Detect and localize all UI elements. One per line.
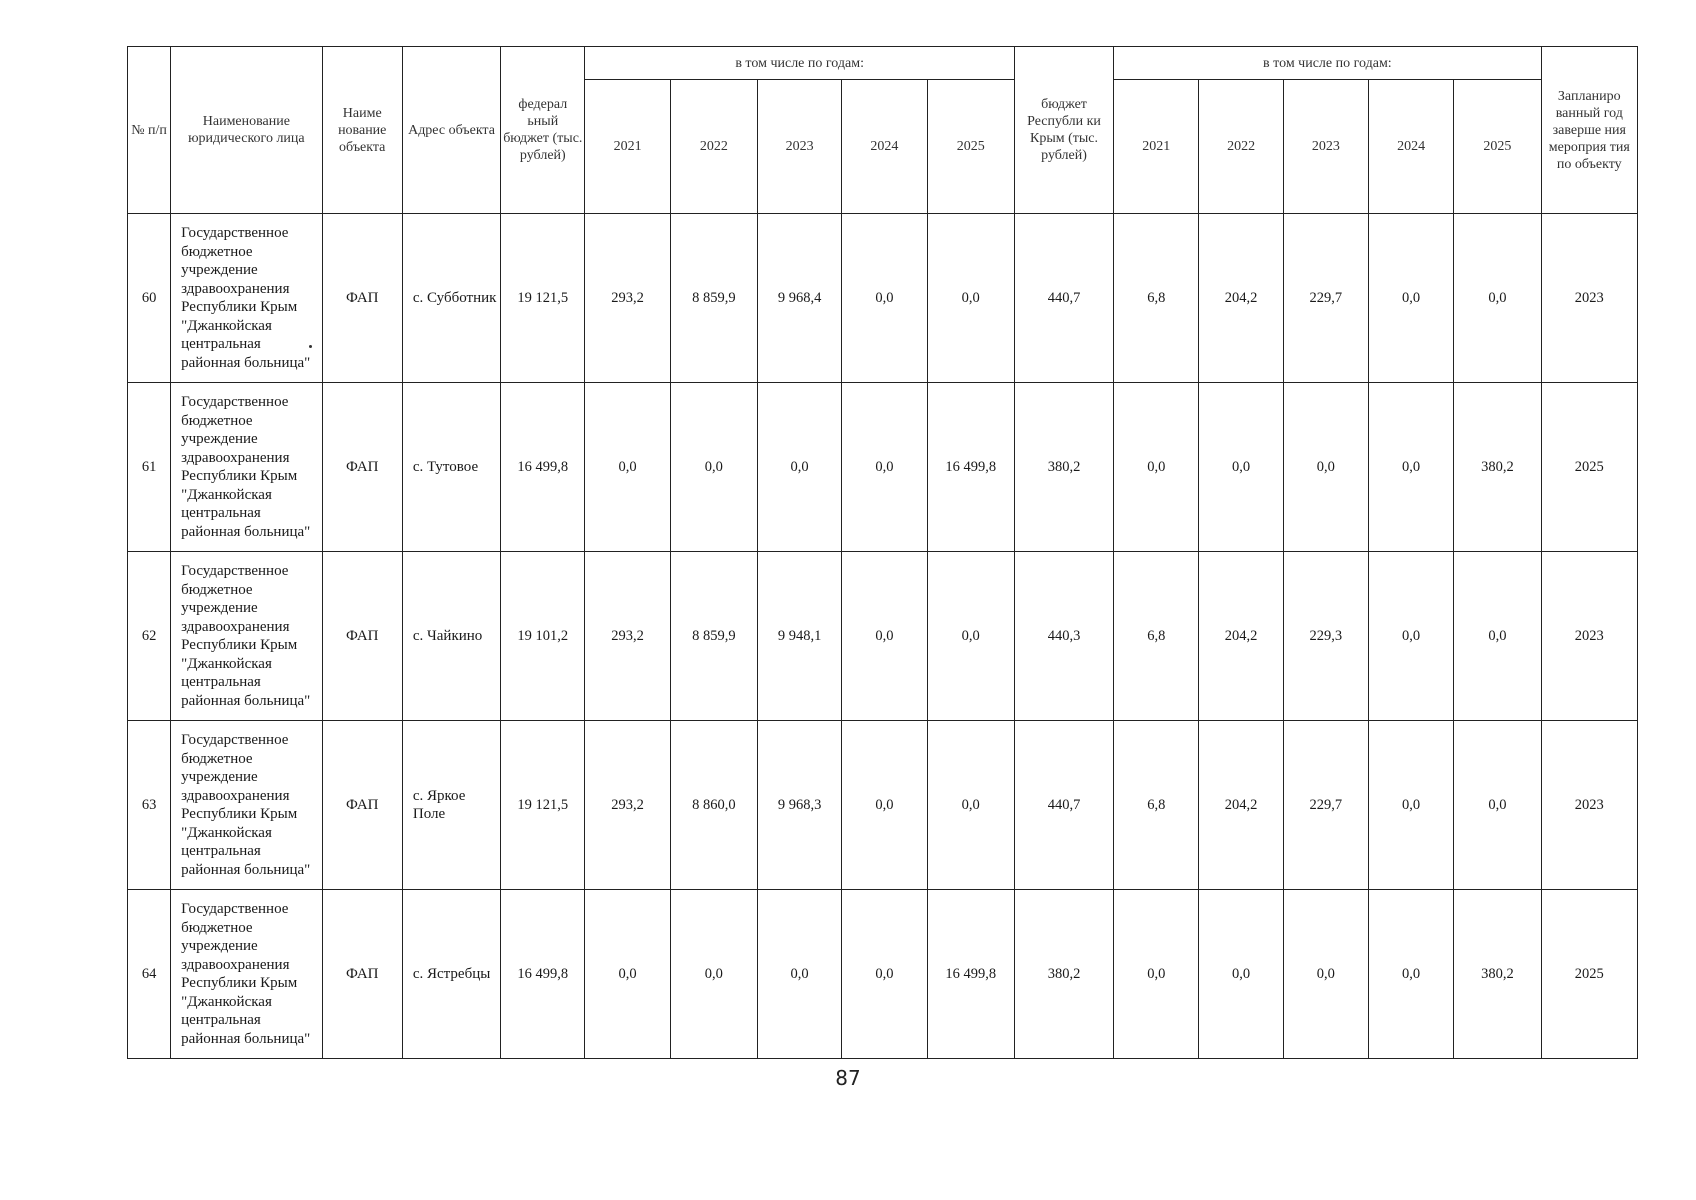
federal-year-value: 8 859,9 bbox=[670, 214, 757, 383]
federal-year-value: 9 948,1 bbox=[757, 552, 841, 721]
header-year: 2022 bbox=[1199, 80, 1283, 214]
federal-year-value: 8 860,0 bbox=[670, 721, 757, 890]
federal-budget-total: 19 101,2 bbox=[501, 552, 585, 721]
regional-year-value: 0,0 bbox=[1283, 890, 1368, 1059]
federal-budget-total: 19 121,5 bbox=[501, 721, 585, 890]
header-year: 2024 bbox=[1368, 80, 1453, 214]
object-address: с. Чайкино bbox=[402, 552, 500, 721]
legal-entity-name: Государственное бюджетное учреждение здравоохранения Республики Крым "Джанкойская центральная районная больница" bbox=[171, 214, 322, 383]
header-year: 2021 bbox=[585, 80, 670, 214]
federal-budget-total: 16 499,8 bbox=[501, 890, 585, 1059]
row-num: 61 bbox=[128, 383, 171, 552]
object-name: ФАП bbox=[322, 552, 402, 721]
object-address: с. Яркое Поле bbox=[402, 721, 500, 890]
regional-year-value: 0,0 bbox=[1368, 890, 1453, 1059]
object-name: ФАП bbox=[322, 890, 402, 1059]
regional-year-value: 0,0 bbox=[1454, 214, 1541, 383]
regional-year-value: 380,2 bbox=[1454, 383, 1541, 552]
regional-year-value: 0,0 bbox=[1454, 552, 1541, 721]
regional-budget-total: 440,7 bbox=[1014, 214, 1113, 383]
row-num: 60 bbox=[128, 214, 171, 383]
header-year: 2022 bbox=[670, 80, 757, 214]
header-regional-budget: бюджет Республи ки Крым (тыс. рублей) bbox=[1014, 47, 1113, 214]
legal-entity-name: Государственное бюджетное учреждение здравоохранения Республики Крым "Джанкойская центральная районная больница" bbox=[171, 721, 322, 890]
completion-year: 2025 bbox=[1541, 383, 1637, 552]
header-year: 2021 bbox=[1114, 80, 1199, 214]
federal-year-value: 293,2 bbox=[585, 214, 670, 383]
regional-year-value: 0,0 bbox=[1368, 721, 1453, 890]
federal-year-value: 0,0 bbox=[585, 890, 670, 1059]
regional-year-value: 0,0 bbox=[1283, 383, 1368, 552]
header-regional-years-group: в том числе по годам: bbox=[1114, 47, 1541, 80]
federal-budget-total: 19 121,5 bbox=[501, 214, 585, 383]
federal-year-value: 8 859,9 bbox=[670, 552, 757, 721]
regional-year-value: 0,0 bbox=[1199, 383, 1283, 552]
federal-budget-total: 16 499,8 bbox=[501, 383, 585, 552]
regional-year-value: 0,0 bbox=[1114, 890, 1199, 1059]
object-address: с. Тутовое bbox=[402, 383, 500, 552]
table-body bbox=[128, 214, 1638, 1059]
regional-budget-total: 380,2 bbox=[1014, 890, 1113, 1059]
table-row bbox=[128, 214, 1638, 383]
budget-table bbox=[127, 46, 1638, 1059]
header-year: 2023 bbox=[757, 80, 841, 214]
regional-year-value: 204,2 bbox=[1199, 214, 1283, 383]
federal-year-value: 9 968,3 bbox=[757, 721, 841, 890]
object-name: ФАП bbox=[322, 214, 402, 383]
regional-year-value: 6,8 bbox=[1114, 214, 1199, 383]
federal-year-value: 0,0 bbox=[927, 721, 1014, 890]
table-row bbox=[128, 721, 1638, 890]
legal-entity-name: Государственное бюджетное учреждение здравоохранения Республики Крым "Джанкойская центральная районная больница" bbox=[171, 552, 322, 721]
federal-year-value: 0,0 bbox=[842, 552, 927, 721]
object-name: ФАП bbox=[322, 383, 402, 552]
table-row bbox=[128, 552, 1638, 721]
regional-year-value: 229,7 bbox=[1283, 721, 1368, 890]
header-year: 2025 bbox=[1454, 80, 1541, 214]
regional-year-value: 0,0 bbox=[1368, 214, 1453, 383]
regional-year-value: 6,8 bbox=[1114, 552, 1199, 721]
federal-year-value: 0,0 bbox=[927, 214, 1014, 383]
regional-year-value: 0,0 bbox=[1368, 383, 1453, 552]
header-completion-year: Запланиро ванный год заверше ния мероприя тия по объекту bbox=[1541, 47, 1637, 214]
federal-year-value: 0,0 bbox=[585, 383, 670, 552]
header-year: 2025 bbox=[927, 80, 1014, 214]
regional-year-value: 0,0 bbox=[1454, 721, 1541, 890]
scan-speck bbox=[309, 345, 312, 348]
regional-year-value: 0,0 bbox=[1114, 383, 1199, 552]
header-legal-name: Наименование юридического лица bbox=[171, 47, 322, 214]
federal-year-value: 0,0 bbox=[670, 383, 757, 552]
federal-year-value: 0,0 bbox=[927, 552, 1014, 721]
federal-year-value: 9 968,4 bbox=[757, 214, 841, 383]
page-number: 87 bbox=[835, 1066, 861, 1090]
object-address: с. Ястребцы bbox=[402, 890, 500, 1059]
header-federal-years-group: в том числе по годам: bbox=[585, 47, 1014, 80]
federal-year-value: 16 499,8 bbox=[927, 383, 1014, 552]
header-object-name: Наиме нование объекта bbox=[322, 47, 402, 214]
completion-year: 2025 bbox=[1541, 890, 1637, 1059]
regional-year-value: 204,2 bbox=[1199, 552, 1283, 721]
regional-budget-total: 380,2 bbox=[1014, 383, 1113, 552]
federal-year-value: 0,0 bbox=[757, 890, 841, 1059]
regional-budget-total: 440,7 bbox=[1014, 721, 1113, 890]
regional-year-value: 204,2 bbox=[1199, 721, 1283, 890]
regional-year-value: 229,3 bbox=[1283, 552, 1368, 721]
federal-year-value: 293,2 bbox=[585, 552, 670, 721]
legal-entity-name: Государственное бюджетное учреждение здравоохранения Республики Крым "Джанкойская центральная районная больница" bbox=[171, 383, 322, 552]
header-year: 2024 bbox=[842, 80, 927, 214]
federal-year-value: 293,2 bbox=[585, 721, 670, 890]
completion-year: 2023 bbox=[1541, 721, 1637, 890]
header-address: Адрес объекта bbox=[402, 47, 500, 214]
header-federal-budget: федерал ьный бюджет (тыс. рублей) bbox=[501, 47, 585, 214]
federal-year-value: 0,0 bbox=[842, 214, 927, 383]
federal-year-value: 16 499,8 bbox=[927, 890, 1014, 1059]
regional-year-value: 0,0 bbox=[1368, 552, 1453, 721]
table-row bbox=[128, 383, 1638, 552]
row-num: 63 bbox=[128, 721, 171, 890]
federal-year-value: 0,0 bbox=[757, 383, 841, 552]
regional-year-value: 380,2 bbox=[1454, 890, 1541, 1059]
table-row bbox=[128, 890, 1638, 1059]
header-year: 2023 bbox=[1283, 80, 1368, 214]
row-num: 62 bbox=[128, 552, 171, 721]
regional-budget-total: 440,3 bbox=[1014, 552, 1113, 721]
row-num: 64 bbox=[128, 890, 171, 1059]
object-address: с. Субботник bbox=[402, 214, 500, 383]
federal-year-value: 0,0 bbox=[670, 890, 757, 1059]
completion-year: 2023 bbox=[1541, 552, 1637, 721]
regional-year-value: 0,0 bbox=[1199, 890, 1283, 1059]
federal-year-value: 0,0 bbox=[842, 383, 927, 552]
regional-year-value: 229,7 bbox=[1283, 214, 1368, 383]
object-name: ФАП bbox=[322, 721, 402, 890]
federal-year-value: 0,0 bbox=[842, 890, 927, 1059]
header-num: № п/п bbox=[128, 47, 171, 214]
completion-year: 2023 bbox=[1541, 214, 1637, 383]
document-page bbox=[127, 46, 1638, 1059]
federal-year-value: 0,0 bbox=[842, 721, 927, 890]
regional-year-value: 6,8 bbox=[1114, 721, 1199, 890]
legal-entity-name: Государственное бюджетное учреждение здравоохранения Республики Крым "Джанкойская центральная районная больница" bbox=[171, 890, 322, 1059]
table-header bbox=[128, 47, 1638, 214]
